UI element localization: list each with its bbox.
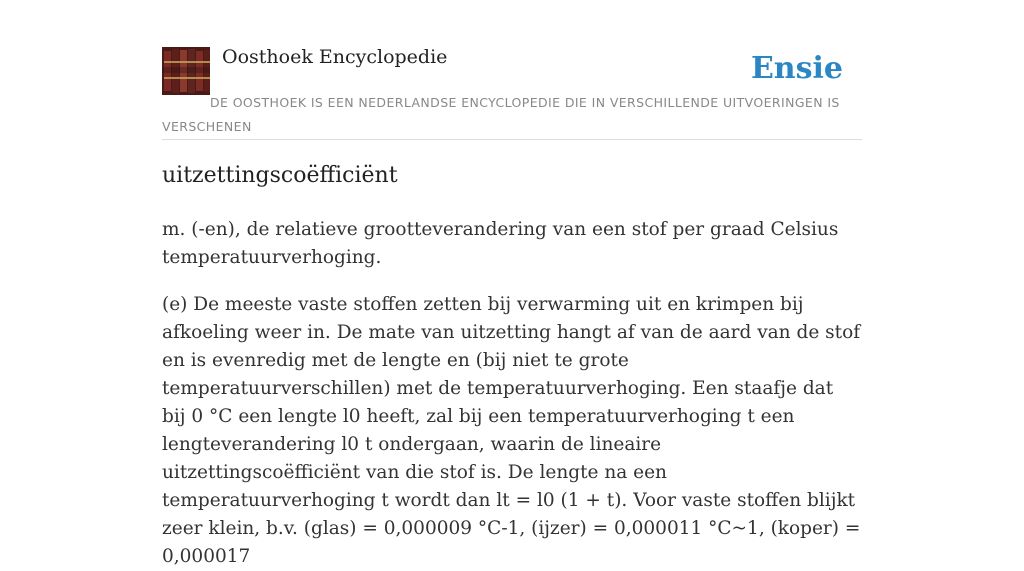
site-title[interactable]: Oosthoek Encyclopedie bbox=[222, 46, 448, 68]
entry-title: uitzettingscoëfficiënt bbox=[162, 163, 398, 188]
brand-logo[interactable]: Ensie bbox=[750, 51, 843, 86]
site-tagline: DE OOSTHOEK IS EEN NEDERLANDSE ENCYCLOPEDIE DIE IN VERSCHILLENDE UITVOERINGEN IS VERSCHENEN bbox=[162, 95, 840, 134]
page-container bbox=[162, 0, 862, 567]
entry-body-paragraph: (e) De meeste vaste stoffen zetten bij verwarming uit en krimpen bij afkoeling weer in. De mate van uitzetting hangt af van de aard van de stof en is evenredig met de lengte en (bij niet te grote temperatuurverschillen) met de temperatuurverhoging. Een staafje dat bij 0 °C een lengte l0 heeft, zal bij een temperatuurverhoging t een lengteverandering l0 t ondergaan, waarin de lineaire uitzettingscoëfficiënt van die stof is. De lengte na een temperatuurverhoging t wordt dan lt = l0 (1 + t). Voor vaste stoffen blijkt zeer klein, b.v. (glas) = 0,000009 °C-1, (ijzer) = 0,000011 °C~1, (koper) = 0,000017 bbox=[162, 294, 861, 567]
book-spines-icon[interactable] bbox=[162, 47, 210, 95]
entry-definition: m. (-en), de relatieve grootteverandering van een stof per graad Celsius temperatuurverhoging. bbox=[162, 219, 839, 268]
site-header bbox=[162, 0, 862, 140]
